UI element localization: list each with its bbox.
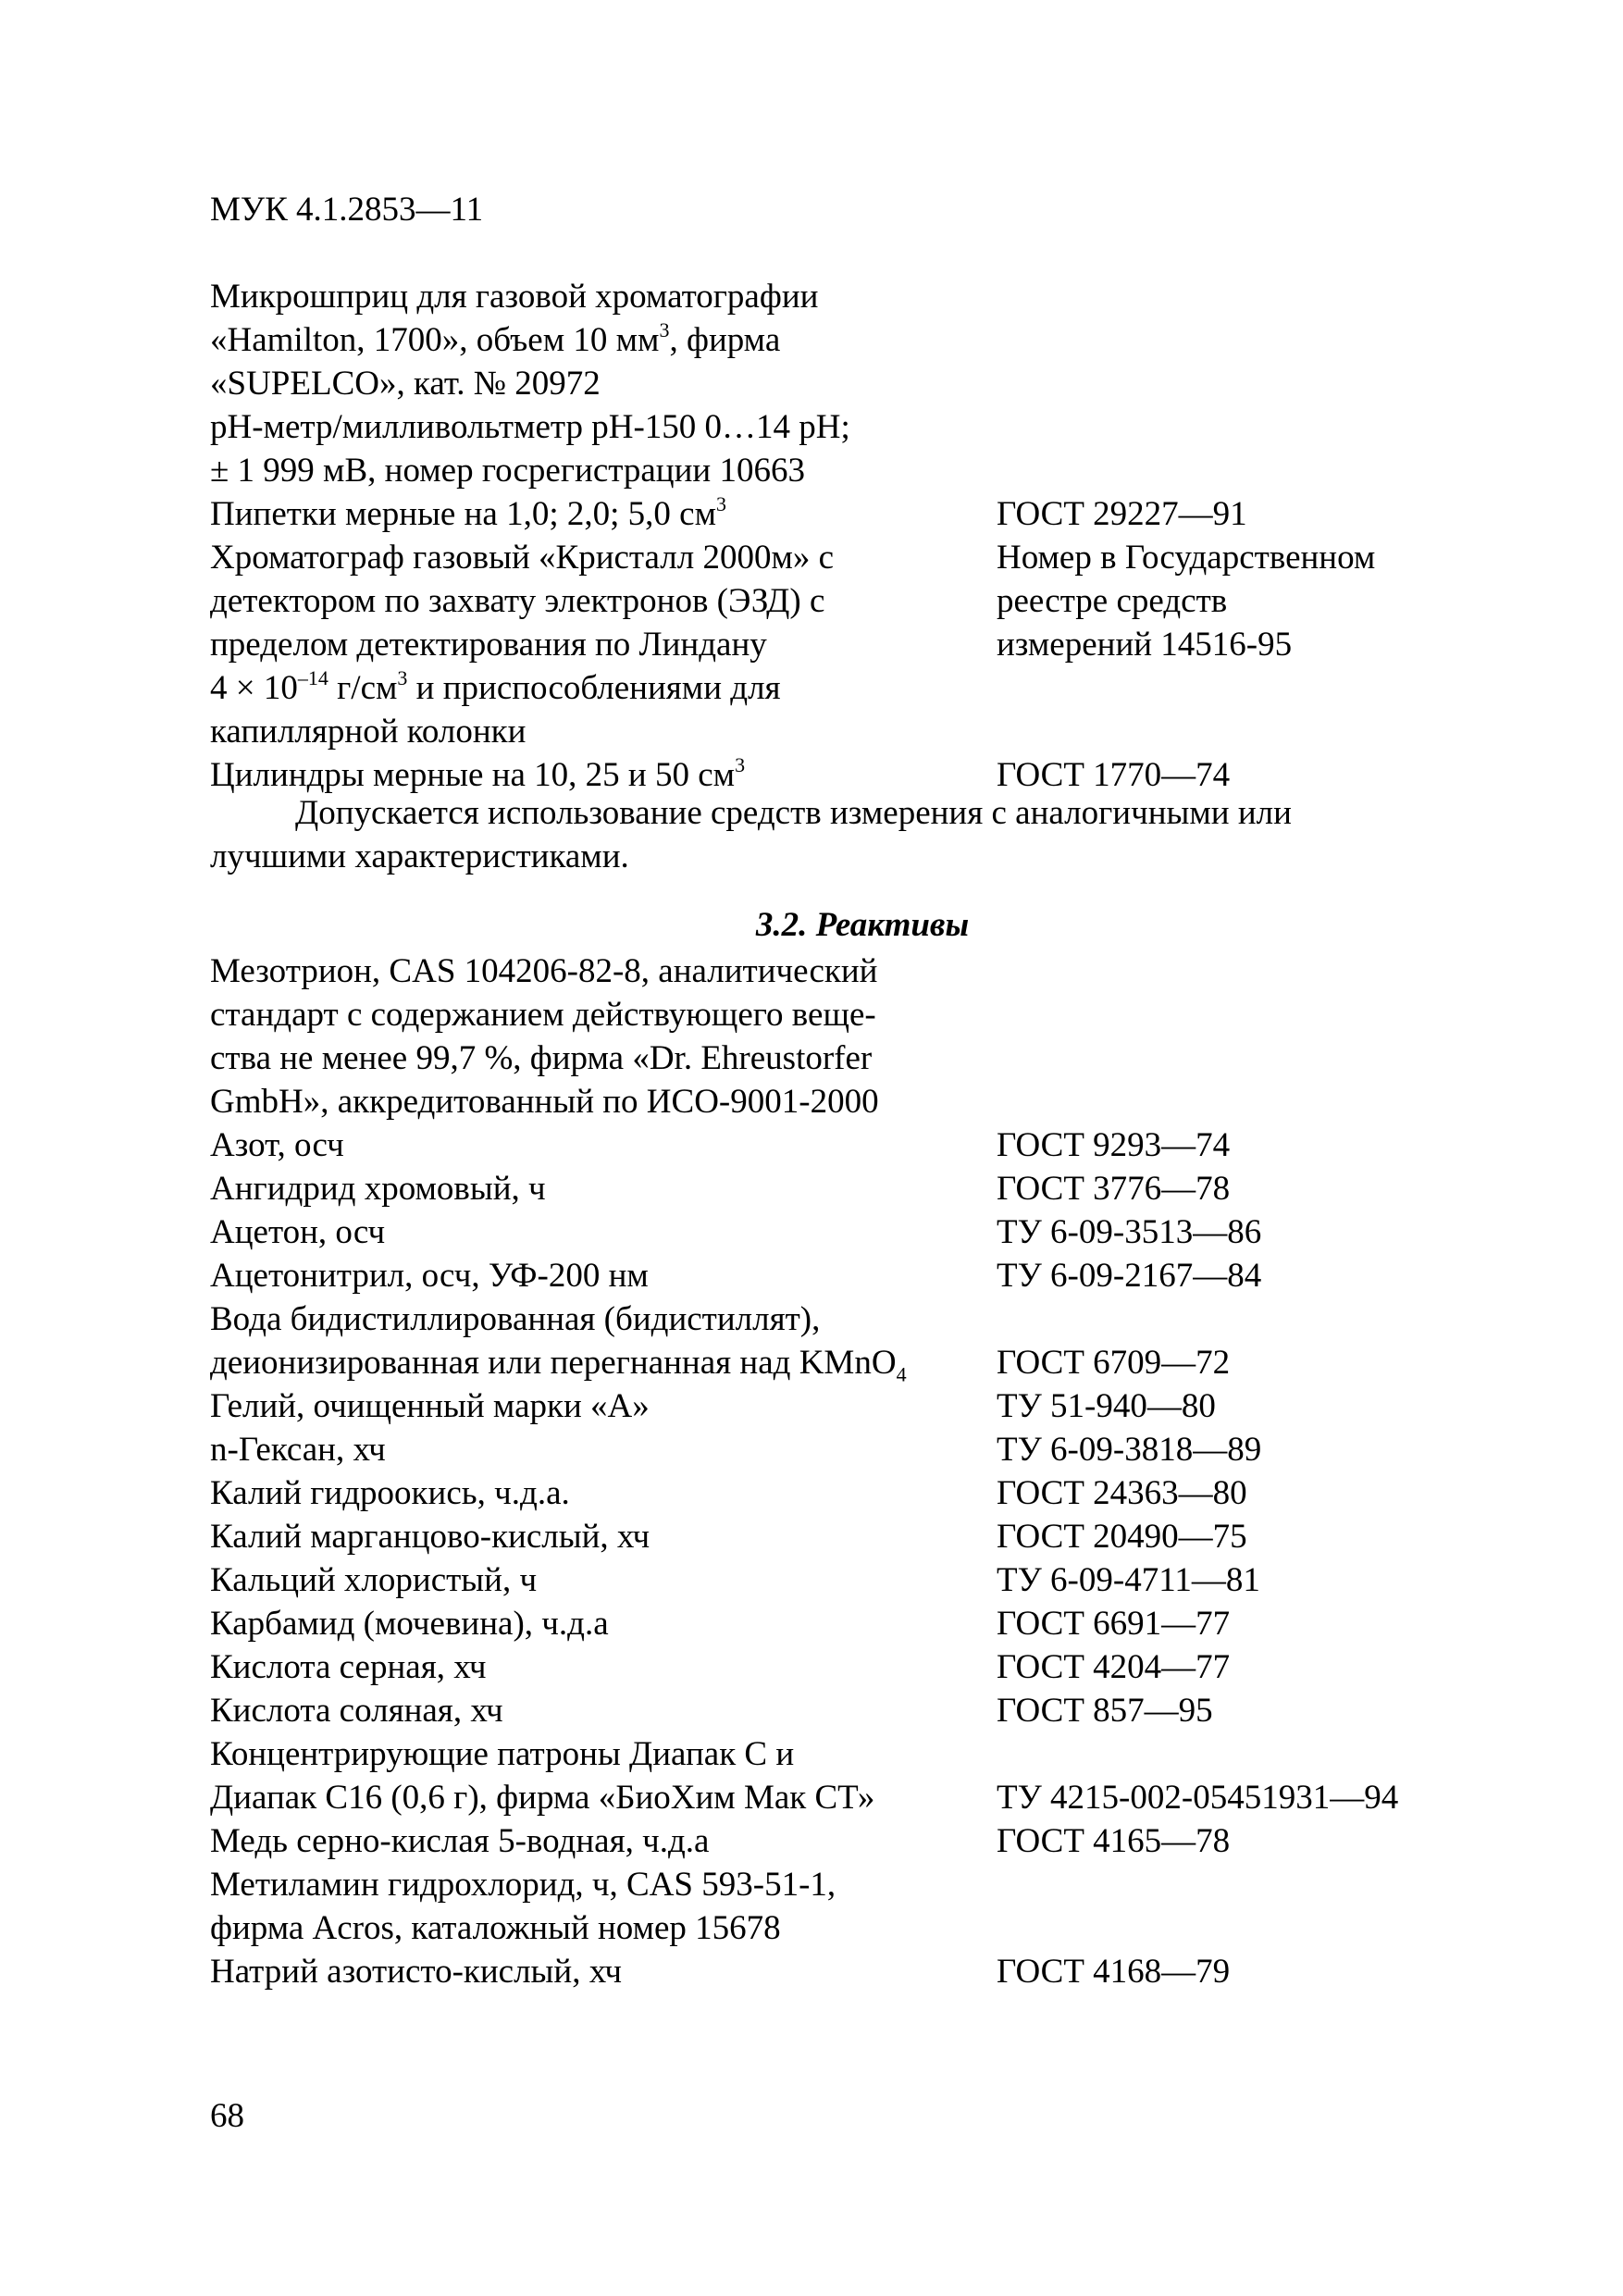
list-item: Пипетки мерные на 1,0; 2,0; 5,0 $см^3$ ГОСТ 29227—91 [210,492,1459,536]
reagent-name: Азот, осч [210,1126,344,1164]
standard-ref: ГОСТ 4168—79 [997,1953,1231,1991]
reagent-row [210,1036,1459,1080]
reagent-row [210,1558,1459,1602]
standard-ref: ТУ 4215-002-05451931—94 [997,1779,1399,1817]
reagent-name: Карбамид (мочевина), ч.д.а [210,1605,609,1643]
standard-ref: ТУ 6-09-3513—86 [997,1213,1262,1251]
reagent-row [210,1471,1459,1515]
list-item: рН-метр/милливольтметр рН-150 0…14 рН; [210,408,850,446]
reagent-name: Кислота соляная, хч [210,1692,503,1730]
list-item: «Hamilton, 1700», объем 10 $мм^3$, фирма [210,317,781,359]
standard-ref: ГОСТ 24363—80 [997,1474,1247,1512]
reagent-row [210,1863,1459,1906]
reagent-name: Кислота серная, хч [210,1648,487,1686]
reagent-row [210,993,1459,1036]
standard-ref: ГОСТ 29227—91 [997,495,1247,533]
standard-ref: реестре средств [997,582,1228,620]
page-number: 68 [210,2097,244,2135]
list-item: детектором по захвату электронов (ЭЗД) с реестре средств [210,579,1459,623]
reagent-row [210,1210,1459,1254]
reagent-row [210,1254,1459,1297]
standard-ref: ГОСТ 857—95 [997,1692,1213,1730]
reagent-row [210,1297,1459,1341]
reagent-row [210,1341,1459,1384]
reagent-row [210,1776,1459,1819]
standard-ref: ТУ 6-09-2167—84 [997,1257,1262,1295]
reagent-name: ства не менее 99,7 %, фирма «Dr. Ehreustorfer [210,1039,873,1077]
list-item: ± 1 999 мВ, номер госрегистрации 10663 [210,452,805,490]
reagent-row [210,1384,1459,1428]
list-item: Микрошприц для газовой хроматографии [210,278,819,316]
reagent-name: Ацетонитрил, осч, УФ-200 нм [210,1257,649,1295]
reagent-row [210,1515,1459,1558]
reagent-name: Концентрирующие патроны Диапак С и [210,1735,795,1773]
standard-ref: ГОСТ 4165—78 [997,1822,1231,1860]
reagent-name: Медь серно-кислая 5-водная, ч.д.а [210,1822,710,1860]
reagent-row [210,1819,1459,1863]
reagent-name: Вода бидистиллированная (бидистиллят), [210,1300,821,1338]
reagent-name: Метиламин гидрохлорид, ч, CAS 593-51-1, [210,1866,836,1904]
equipment-list [210,275,1459,797]
reagent-row [210,1732,1459,1776]
standard-ref: ГОСТ 9293—74 [997,1126,1231,1164]
list-item: «SUPELCO», кат. № 20972 [210,365,601,403]
reagent-name: деионизированная или перегнанная над KMnO$_4$ [210,1344,907,1386]
reagent-name: Калий марганцово-кислый, хч [210,1518,650,1556]
reagent-row [210,949,1459,993]
reagent-name: GmbH», аккредитованный по ИСО-9001-2000 [210,1083,879,1121]
reagent-name: Ацетон, осч [210,1213,386,1251]
standard-ref: измерений 14516-95 [997,626,1293,664]
reagents-list [210,949,1459,1993]
reagent-name: стандарт с содержанием действующего веще- [210,996,876,1034]
standard-ref: Номер в Государственном [997,539,1376,577]
standard-ref: ТУ 51-940—80 [997,1387,1216,1425]
note-paragraph: Допускается использование средств измерения с аналогичными или лучшими характеристиками. [210,794,1292,875]
reagent-row [210,1167,1459,1210]
list-item: Цилиндры мерные на 10, 25 и 50 $см^3$ ГОСТ 1770—74 [210,753,1459,797]
list-item: $4 \times 10^{-14}$ $г/см^3$ и приспособлениями для [210,665,781,707]
standard-ref: ГОСТ 6709—72 [997,1344,1231,1382]
reagent-name: Кальций хлористый, ч [210,1561,538,1599]
standard-ref: ГОСТ 6691—77 [997,1605,1231,1643]
section-title: 3.2. Реактивы [755,906,970,944]
standard-ref: ГОСТ 3776—78 [997,1170,1231,1208]
standard-ref: ГОСТ 20490—75 [997,1518,1247,1556]
reagent-name: Гелий, очищенный марки «А» [210,1387,650,1425]
reagent-name: Натрий азотисто-кислый, хч [210,1953,622,1991]
reagent-row [210,1123,1459,1167]
reagent-name: Ангидрид хромовый, ч [210,1170,546,1208]
reagent-name: фирма Acros, каталожный номер 15678 [210,1909,781,1947]
list-item: пределом детектирования по Линдану измерений 14516-95 [210,623,1459,666]
reagent-name: Диапак С16 (0,6 г), фирма «БиоХим Мак СТ» [210,1779,875,1817]
reagent-row [210,1950,1459,1993]
list-item: Хроматограф газовый «Кристалл 2000м» с Номер в Государственном [210,536,1459,579]
reagent-name: n-Гексан, хч [210,1431,386,1469]
reagent-row [210,1428,1459,1471]
standard-ref: ГОСТ 1770—74 [997,756,1231,794]
reagent-row [210,1602,1459,1645]
reagent-name: Калий гидроокись, ч.д.а. [210,1474,570,1512]
reagent-row [210,1906,1459,1950]
reagent-row [210,1080,1459,1123]
standard-ref: ТУ 6-09-3818—89 [997,1431,1262,1469]
document-header: МУК 4.1.2853—11 [210,191,484,229]
standard-ref: ГОСТ 4204—77 [997,1648,1231,1686]
reagent-name: Мезотрион, CAS 104206-82-8, аналитический [210,952,878,990]
standard-ref: ТУ 6-09-4711—81 [997,1561,1260,1599]
reagent-row [210,1645,1459,1689]
reagent-row [210,1689,1459,1732]
list-item: капиллярной колонки [210,713,527,751]
